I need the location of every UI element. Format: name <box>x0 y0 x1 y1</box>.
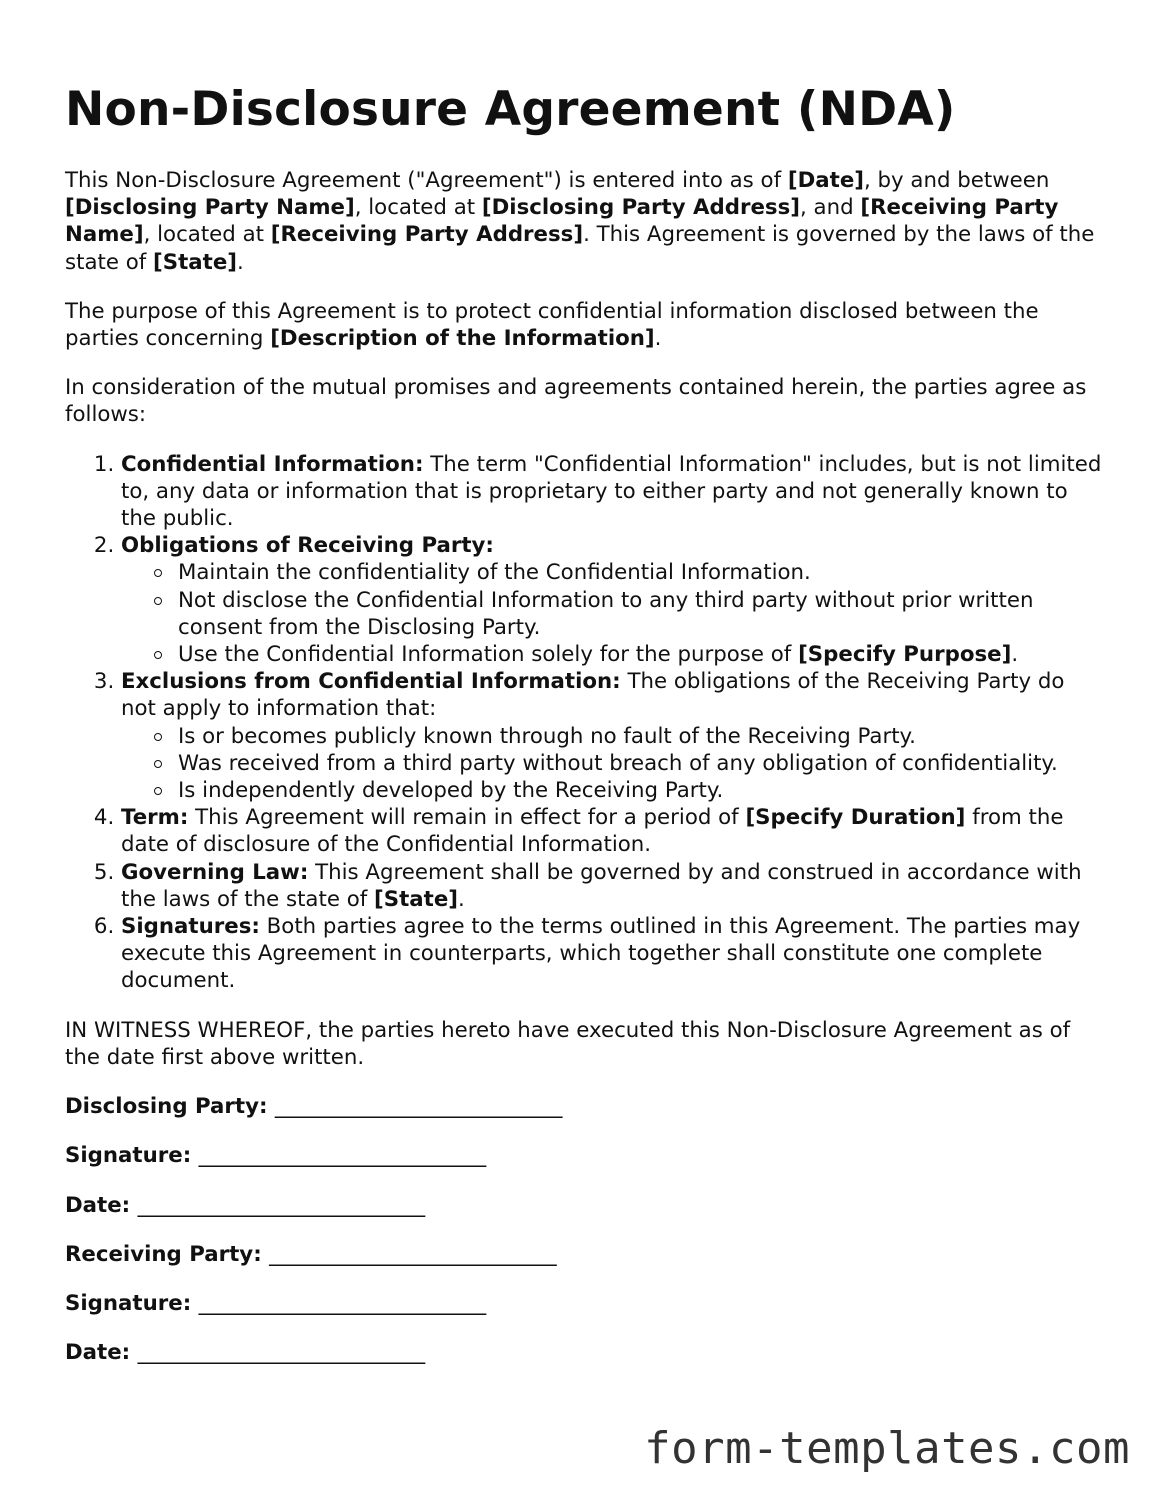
clause-confidential-information <box>121 451 1105 533</box>
clause-governing-law <box>121 859 1105 913</box>
page-title: Non-Disclosure Agreement (NDA) <box>65 82 956 137</box>
signature-label: Signature: <box>65 1143 192 1169</box>
receiving-party-name-placeholder: [Receiving Party Name] <box>65 195 1059 248</box>
duration-placeholder: [Specify Duration] <box>745 805 966 831</box>
state-placeholder: [State] <box>374 886 458 912</box>
disclosing-signature-line <box>65 1142 1105 1169</box>
clause-heading: Term: <box>121 805 189 831</box>
purpose-paragraph <box>65 298 1105 352</box>
list-item: Not disclose the Confidential Information to any third party without prior written consent from the Disclosing Party. <box>178 587 1105 641</box>
clause-text: Both parties agree to the terms outlined in this Agreement. The parties may execute this Agreement in counterparts, which together shall constitute one complete document. <box>121 914 1081 994</box>
date-label: Date: <box>65 1340 131 1366</box>
clause-term <box>121 804 1105 858</box>
exclusions-list <box>121 723 1105 805</box>
clause-heading: Signatures: <box>121 914 260 940</box>
consideration-paragraph: In consideration of the mutual promises and agreements contained herein, the parties agree as follows: <box>65 375 1087 428</box>
disclosing-party-field[interactable]: ___________________________ <box>274 1094 563 1120</box>
document-body <box>65 167 1105 1388</box>
signature-block <box>65 1093 1105 1366</box>
clause-text: The term "Confidential Information" includes, but is not limited to, any data or information that is proprietary to either party and not generally known to the public. <box>121 451 1102 532</box>
disclosing-date-field[interactable]: ___________________________ <box>137 1192 426 1218</box>
purpose-text: The purpose of this Agreement is to protect confidential information disclosed between the parties concerning <box>65 298 1039 352</box>
receiving-signature-field[interactable]: ___________________________ <box>198 1290 487 1316</box>
disclosing-party-name-placeholder: [Disclosing Party Name] <box>65 195 355 221</box>
clause-heading: Confidential Information: <box>121 451 424 477</box>
date-label: Date: <box>65 1192 131 1218</box>
disclosing-party-address-placeholder: [Disclosing Party Address] <box>481 195 801 221</box>
list-item: Maintain the confidentiality of the Confidential Information. <box>178 559 1105 586</box>
receiving-party-label: Receiving Party: <box>65 1241 262 1267</box>
intro-text: , located at <box>354 195 482 221</box>
receiving-date-line <box>65 1339 1105 1366</box>
intro-text: , by and between <box>864 168 1050 193</box>
clause-heading: Obligations of Receiving Party: <box>121 533 494 559</box>
state-placeholder: [State] <box>153 249 238 275</box>
intro-text: , and <box>800 195 861 221</box>
disclosing-date-line <box>65 1192 1105 1219</box>
list-item <box>178 641 1105 668</box>
date-placeholder: [Date] <box>787 168 864 193</box>
clauses-list <box>65 451 1105 995</box>
intro-text: . <box>237 249 244 275</box>
intro-text: . This Agreement is governed by the laws of the state of <box>65 222 1095 275</box>
receiving-signature-line <box>65 1290 1105 1317</box>
clause-text: from the date of disclosure of the Confidential Information. <box>121 805 1064 858</box>
intro-text: This Non-Disclosure Agreement ("Agreement") is entered into as of <box>65 168 788 193</box>
list-item-text: . <box>1011 642 1019 668</box>
receiving-date-field[interactable]: ___________________________ <box>137 1340 426 1366</box>
purpose-placeholder: [Specify Purpose] <box>798 642 1012 668</box>
clause-text: This Agreement shall be governed by and construed in accordance with the laws of the state of <box>121 859 1082 912</box>
disclosing-signature-field[interactable]: ___________________________ <box>198 1143 487 1169</box>
list-item: Is or becomes publicly known through no fault of the Receiving Party. <box>178 723 1105 750</box>
purpose-text: . <box>654 326 662 352</box>
witness-paragraph: IN WITNESS WHEREOF, the parties hereto have executed this Non-Disclosure Agreement as of the date first above written. <box>65 1017 1071 1070</box>
signature-label: Signature: <box>65 1290 192 1316</box>
clause-obligations <box>121 532 1105 668</box>
receiving-party-field[interactable]: ___________________________ <box>269 1241 557 1267</box>
intro-paragraph <box>65 167 1105 276</box>
watermark: form-templates.com <box>644 1423 1130 1474</box>
clause-text: . <box>458 886 465 912</box>
clause-text: The obligations of the Receiving Party do not apply to information that: <box>121 669 1065 722</box>
receiving-party-address-placeholder: [Receiving Party Address] <box>270 222 584 248</box>
clause-heading: Governing Law: <box>121 859 309 885</box>
description-placeholder: [Description of the Information] <box>270 326 655 352</box>
intro-text: , located at <box>143 222 271 248</box>
clause-text: This Agreement will remain in effect for a period of <box>188 805 746 831</box>
list-item: Was received from a third party without breach of any obligation of confidentiality. <box>178 750 1105 777</box>
clause-exclusions <box>121 668 1105 804</box>
obligations-list <box>121 559 1105 668</box>
list-item-text: Use the Confidential Information solely for the purpose of <box>178 642 799 668</box>
list-item: Is independently developed by the Receiving Party. <box>178 777 1105 804</box>
disclosing-party-label: Disclosing Party: <box>65 1094 268 1120</box>
receiving-party-line <box>65 1241 1105 1268</box>
clause-signatures <box>121 913 1105 995</box>
clause-heading: Exclusions from Confidential Information: <box>121 669 621 695</box>
disclosing-party-line <box>65 1093 1105 1120</box>
